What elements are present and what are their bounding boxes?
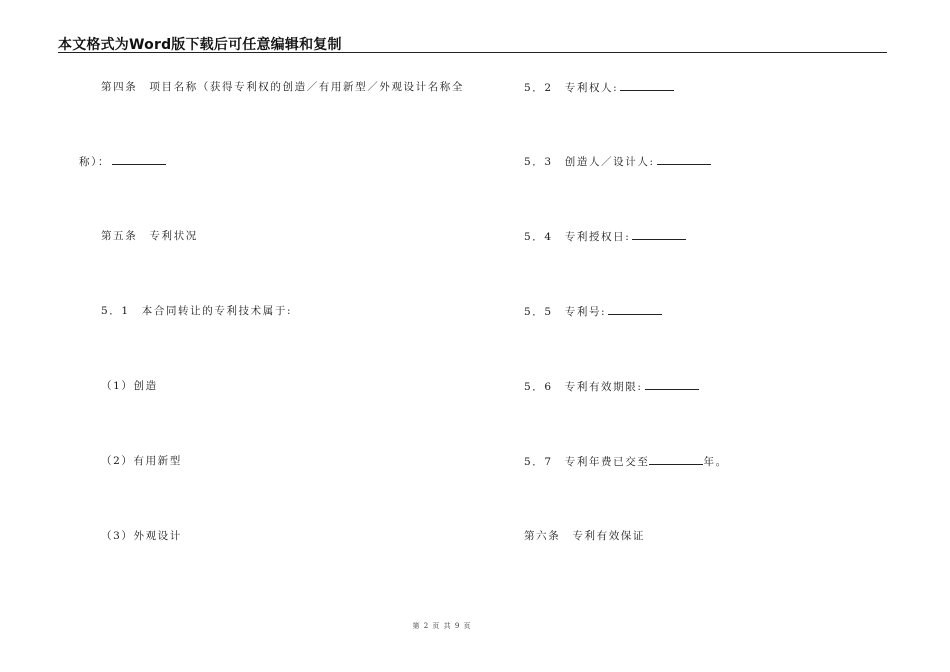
item-5-7-prefix: 5．7 专利年费已交至	[524, 456, 650, 468]
item-5-6	[524, 379, 699, 394]
inventor-blank[interactable]	[657, 154, 711, 165]
option-design: （3）外观设计	[101, 530, 182, 542]
article-6-title: 第六条 专利有效保证	[524, 530, 645, 542]
option-utility-model: （2）有用新型	[101, 455, 182, 467]
item-5-7-suffix: 年。	[703, 456, 728, 468]
validity-period-blank[interactable]	[645, 379, 699, 390]
patent-number-blank[interactable]	[608, 304, 662, 315]
page-footer: 第 2 页 共 9 页	[412, 622, 472, 630]
item-5-7	[524, 454, 728, 469]
item-5-4-label: 5．4 专利授权日:	[524, 231, 631, 243]
item-5-3-label: 5．3 创造人／设计人:	[524, 156, 655, 168]
item-5-2-label: 5．2 专利权人:	[524, 82, 619, 94]
article-5-title: 第五条 专利状况	[101, 230, 198, 242]
item-5-5	[524, 304, 662, 319]
patentee-blank[interactable]	[620, 80, 674, 91]
item-5-5-label: 5．5 专利号:	[524, 306, 607, 318]
option-invention: （1）创造	[101, 380, 158, 392]
article-4-line-1: 第四条 项目名称（获得专利权的创造／有用新型／外观设计名称全	[101, 81, 464, 93]
grant-date-blank[interactable]	[632, 229, 686, 240]
annual-fee-year-blank[interactable]	[649, 454, 703, 465]
item-5-1: 5．1 本合同转让的专利技术属于:	[101, 305, 293, 317]
page-header-title: 本文格式为Word版下载后可任意编辑和复制	[58, 37, 342, 53]
item-5-4	[524, 229, 686, 244]
article-4-line-2	[79, 154, 166, 169]
article-4-line-2-text: 称）：	[79, 156, 111, 168]
project-name-blank[interactable]	[112, 154, 166, 165]
item-5-2	[524, 80, 674, 95]
header-divider	[58, 52, 887, 53]
item-5-3	[524, 154, 711, 169]
item-5-6-label: 5．6 专利有效期限:	[524, 381, 643, 393]
